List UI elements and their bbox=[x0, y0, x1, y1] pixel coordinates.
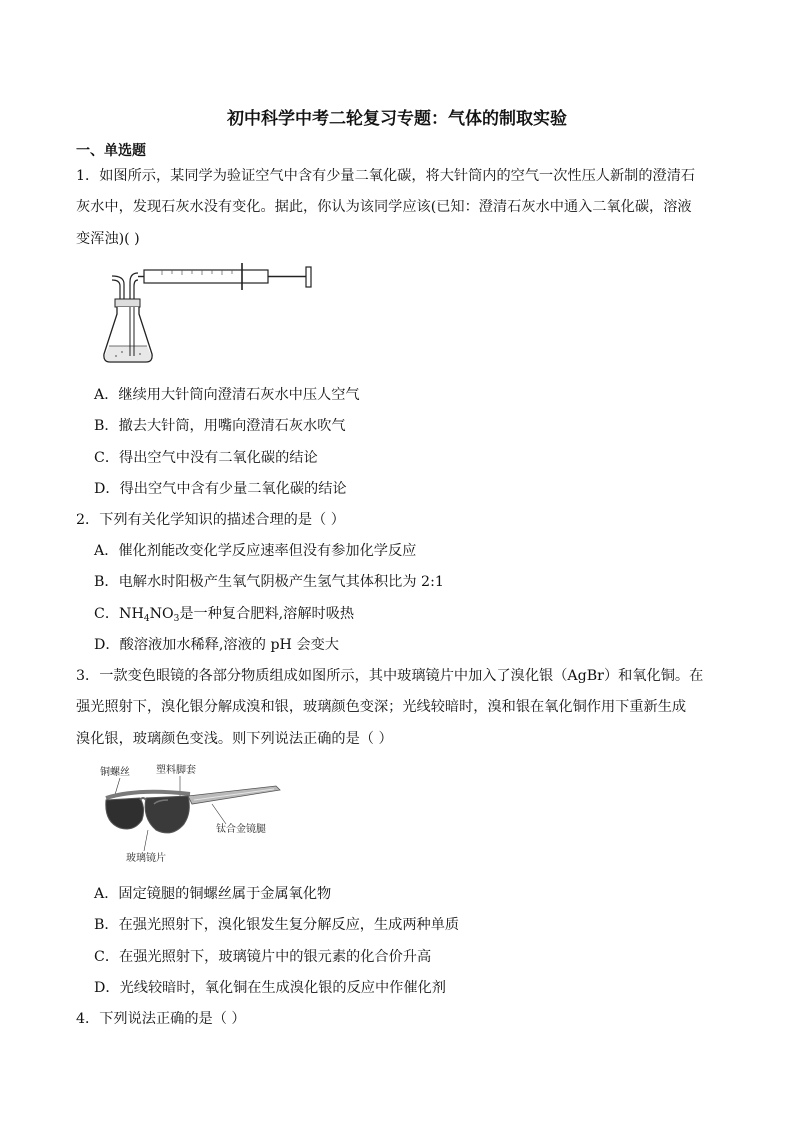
q2-option-b: B．电解水时阳极产生氧气阴极产生氢气其体积比为 2:1 bbox=[94, 574, 444, 590]
q3-option-b: B．在强光照射下，溴化银发生复分解反应，生成两种单质 bbox=[94, 917, 460, 933]
q1-stem-line-1: 1．如图所示，某同学为验证空气中含有少量二氧化碳，将大针筒内的空气一次性压人新制的澄清石 bbox=[76, 168, 696, 184]
sunglasses-figure bbox=[98, 760, 288, 868]
q2-option-c-suffix: 是一种复合肥料,溶解时吸热 bbox=[179, 606, 355, 622]
q2-option-a: A．催化剂能改变化学反应速率但没有参加化学反应 bbox=[94, 543, 417, 559]
q1-stem-line-2: 灰水中，发现石灰水没有变化。据此，你认为该同学应该(已知：澄清石灰水中通入二氧化碳，溶液 bbox=[76, 199, 692, 215]
q1-option-d: D．得出空气中含有少量二氧化碳的结论 bbox=[94, 481, 347, 497]
q2-stem: 2．下列有关化学知识的描述合理的是（ ） bbox=[76, 512, 345, 528]
q1-stem-line-3: 变浑浊)( ) bbox=[76, 231, 140, 247]
label-titanium-temple: 钛合金镜腿 bbox=[216, 824, 266, 835]
q1-option-b: B．撤去大针筒，用嘴向澄清石灰水吹气 bbox=[94, 418, 346, 434]
q2-option-c-prefix: C．NH bbox=[94, 606, 144, 622]
section-heading: 一、单选题 bbox=[76, 143, 146, 159]
q3-option-c: C．在强光照射下，玻璃镜片中的银元素的化合价升高 bbox=[94, 949, 432, 965]
q2-option-c bbox=[94, 603, 354, 624]
q1-option-c: C．得出空气中没有二氧化碳的结论 bbox=[94, 450, 318, 466]
page-title: 初中科学中考二轮复习专题：气体的制取实验 bbox=[227, 109, 567, 129]
q2-option-c-mid: NO bbox=[149, 606, 174, 622]
q1-option-a: A．继续用大针筒向澄清石灰水中压人空气 bbox=[94, 387, 360, 403]
flask-syringe-figure bbox=[100, 262, 320, 368]
q4-stem: 4．下列说法正确的是（ ） bbox=[76, 1011, 246, 1027]
label-glass-lens: 玻璃镜片 bbox=[126, 853, 166, 864]
q2-option-c-sub-1: 4 bbox=[143, 614, 150, 624]
q3-stem-line-1: 3．一款变色眼镜的各部分物质组成如图所示，其中玻璃镜片中加入了溴化银（AgBr）和氧化铜。在 bbox=[76, 668, 704, 684]
label-plastic-pad: 塑料脚套 bbox=[156, 765, 196, 776]
label-copper-screw: 铜螺丝 bbox=[100, 767, 130, 778]
q3-option-a: A．固定镜腿的铜螺丝属于金属氧化物 bbox=[94, 886, 332, 902]
q3-stem-line-2: 强光照射下，溴化银分解成溴和银，玻璃颜色变深；光线较暗时，溴和银在氧化铜作用下重新生成 bbox=[76, 699, 687, 715]
q2-option-d: D．酸溶液加水稀释,溶液的 pH 会变大 bbox=[94, 637, 339, 653]
q3-stem-line-3: 溴化银，玻璃颜色变浅。则下列说法正确的是（ ） bbox=[76, 731, 393, 747]
q3-option-d: D．光线较暗时，氧化铜在生成溴化银的反应中作催化剂 bbox=[94, 980, 446, 996]
q2-option-c-sub-2: 3 bbox=[173, 614, 180, 624]
